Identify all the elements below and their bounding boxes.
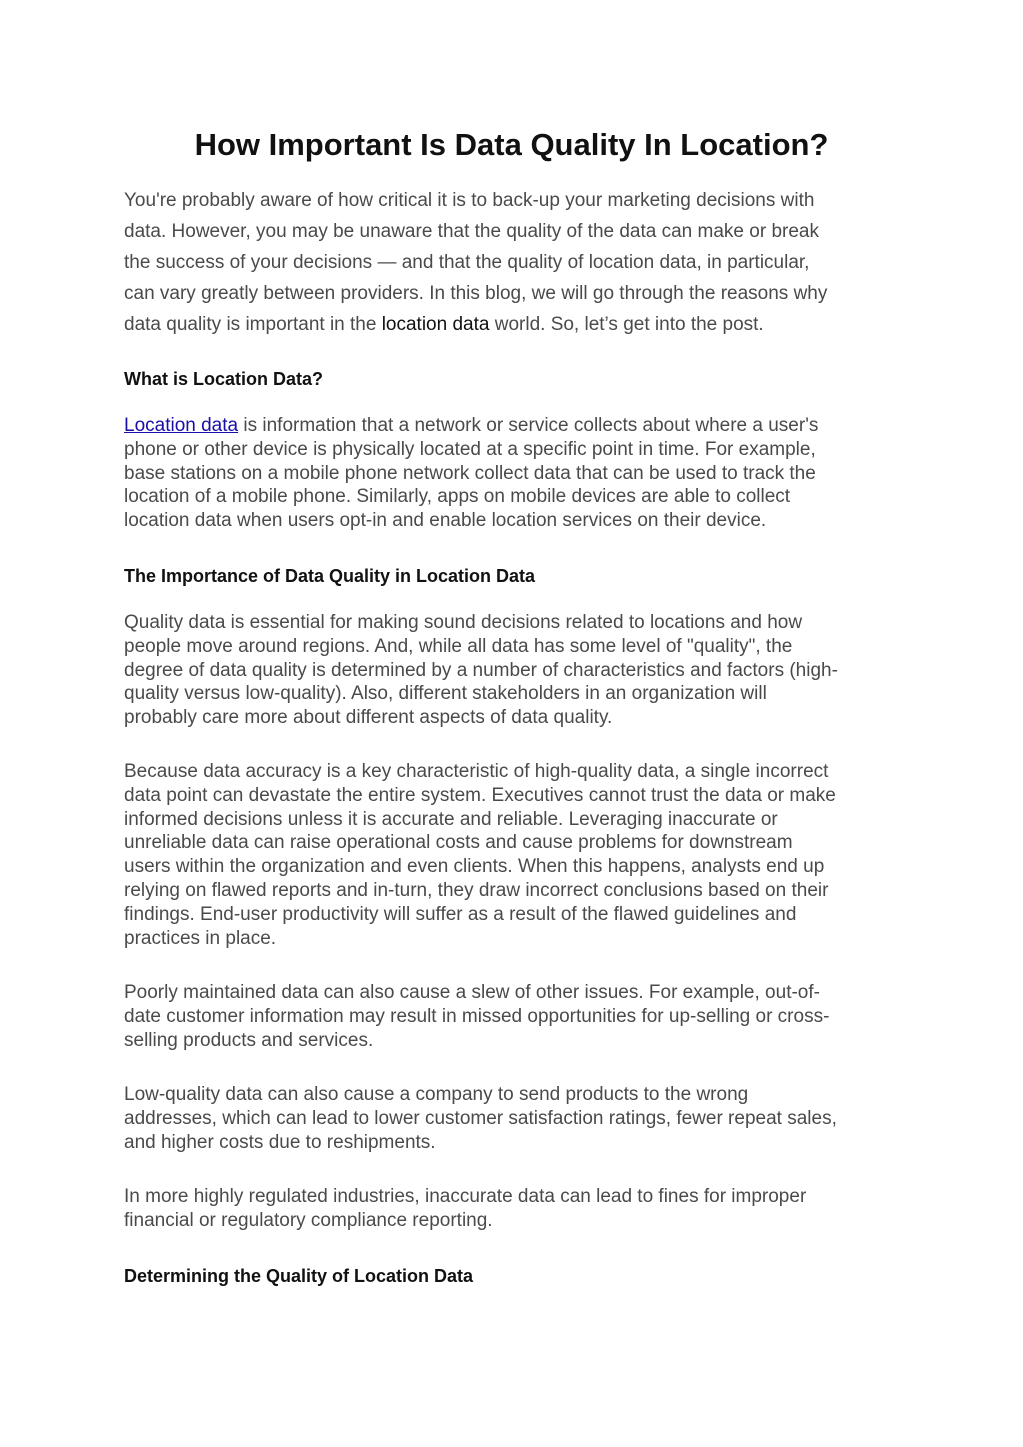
paragraph-line: date customer information may result in missed opportunities for up-selling or cross- [124, 1005, 830, 1027]
section-heading-determining-quality: Determining the Quality of Location Data [124, 1266, 474, 1286]
intro-line [124, 309, 914, 340]
paragraph-line: relying on flawed reports and in-turn, they draw incorrect conclusions based on their [124, 879, 829, 901]
paragraph-line: location data when users opt-in and enable location services on their device. [124, 510, 767, 532]
location-data-hyperlink[interactable]: Location data [124, 415, 239, 436]
intro-line: the success of your decisions — and that the quality of location data, in particular, [124, 252, 810, 273]
paragraph-line: probably care more about different aspects of data quality. [124, 707, 613, 729]
paragraph-line: selling products and services. [124, 1029, 374, 1051]
paragraph-line: practices in place. [124, 927, 277, 949]
quality-essential-paragraph [124, 611, 914, 730]
paragraph-text: is information that a network or service collects about where a user's [238, 415, 819, 436]
data-accuracy-paragraph [124, 760, 914, 950]
paragraph-line: phone or other device is physically located at a specific point in time. For example, [124, 438, 816, 460]
paragraph-line: Low-quality data can also cause a company to send products to the wrong [124, 1084, 749, 1105]
regulated-industries-paragraph [124, 1185, 914, 1233]
section-heading-what-is-location-data: What is Location Data? [124, 369, 324, 389]
location-data-link[interactable]: location data [381, 314, 490, 335]
paragraph-line: informed decisions unless it is accurate and reliable. Leveraging inaccurate or [124, 808, 778, 830]
paragraph-line [124, 414, 914, 438]
paragraph-line: unreliable data can raise operational costs and cause problems for downstream [124, 832, 793, 854]
low-quality-data-paragraph [124, 1083, 914, 1154]
paragraph-line: degree of data quality is determined by a number of characteristics and factors (high- [124, 659, 838, 681]
section-heading-importance: The Importance of Data Quality in Location Data [124, 566, 536, 586]
intro-paragraph [124, 185, 914, 340]
paragraph-line: addresses, which can lead to lower customer satisfaction ratings, fewer repeat sales, [124, 1107, 837, 1129]
paragraph-line: financial or regulatory compliance reporting. [124, 1209, 493, 1231]
poorly-maintained-paragraph [124, 981, 914, 1052]
intro-line: You're probably aware of how critical it is to back-up your marketing decisions with [124, 190, 815, 211]
intro-line: data. However, you may be unaware that the quality of the data can make or break [124, 221, 819, 242]
intro-text: world. So, let’s get into the post. [489, 314, 764, 335]
paragraph-line: base stations on a mobile phone network collect data that can be used to track the [124, 462, 816, 484]
paragraph-line: Because data accuracy is a key characteristic of high-quality data, a single incorrect [124, 761, 829, 782]
paragraph-line: users within the organization and even clients. When this happens, analysts end up [124, 856, 825, 878]
intro-line: can vary greatly between providers. In this blog, we will go through the reasons why [124, 283, 828, 304]
page-title: How Important Is Data Quality In Location? [194, 127, 829, 162]
paragraph-line: findings. End-user productivity will suffer as a result of the flawed guidelines and [124, 903, 797, 925]
paragraph-line: data point can devastate the entire system. Executives cannot trust the data or make [124, 784, 836, 806]
paragraph-line: quality versus low-quality). Also, different stakeholders in an organization will [124, 683, 767, 705]
paragraph-line: people move around regions. And, while all data has some level of "quality", the [124, 635, 793, 657]
location-data-definition-paragraph [124, 414, 914, 533]
paragraph-line: Poorly maintained data can also cause a slew of other issues. For example, out-of- [124, 982, 820, 1003]
paragraph-line: Quality data is essential for making sound decisions related to locations and how [124, 612, 803, 633]
paragraph-line: and higher costs due to reshipments. [124, 1131, 436, 1153]
intro-text: data quality is important in the [124, 314, 382, 335]
paragraph-line: location of a mobile phone. Similarly, apps on mobile devices are able to collect [124, 486, 791, 508]
paragraph-line: In more highly regulated industries, inaccurate data can lead to fines for improper [124, 1186, 807, 1207]
